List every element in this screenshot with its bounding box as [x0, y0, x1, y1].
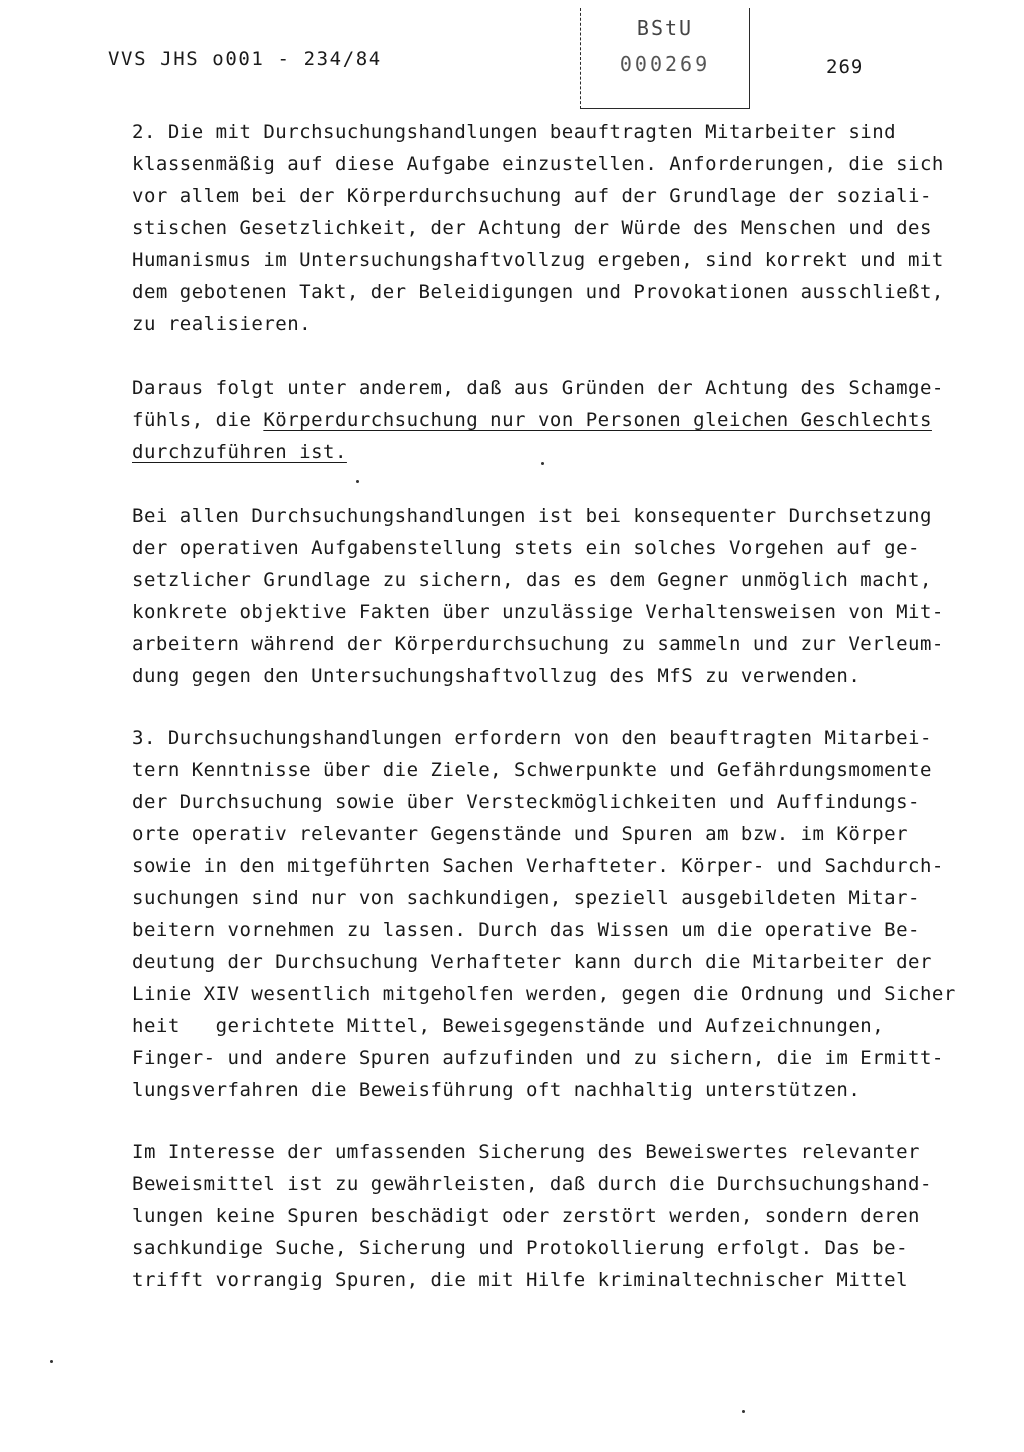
text-line: beitern vornehmen zu lassen. Durch das Wissen um die operative Be-	[132, 919, 920, 941]
text-segment: fühls, die	[132, 409, 264, 431]
text-line	[132, 408, 932, 432]
text-line: lungen keine Spuren beschädigt oder zerstört werden, sondern deren	[132, 1205, 920, 1227]
text-line: Bei allen Durchsuchungshandlungen ist bei konsequenter Durchsetzung	[132, 505, 932, 527]
text-line: trifft vorrangig Spuren, die mit Hilfe kriminaltechnischer Mittel	[132, 1269, 909, 1291]
text-line: Daraus folgt unter anderem, daß aus Gründen der Achtung des Schamge-	[132, 377, 944, 399]
text-line: arbeitern während der Körperdurchsuchung zu sammeln und zur Verleum-	[132, 633, 944, 655]
text-line: Linie XIV wesentlich mitgeholfen werden, gegen die Ordnung und Sicher	[132, 983, 956, 1005]
page-number: 269	[826, 56, 864, 78]
text-line: heit gerichtete Mittel, Beweisgegenstände und Aufzeichnungen,	[132, 1015, 885, 1037]
scan-speck	[541, 462, 544, 465]
text-line: 2. Die mit Durchsuchungshandlungen beauftragten Mitarbeiter sind	[132, 121, 897, 143]
text-line: 3. Durchsuchungshandlungen erfordern von den beauftragten Mitarbei-	[132, 727, 932, 749]
text-line: setzlicher Grundlage zu sichern, das es dem Gegner unmöglich macht,	[132, 569, 932, 591]
text-line: Finger- und andere Spuren aufzufinden und zu sichern, die im Ermitt-	[132, 1047, 944, 1069]
text-line	[132, 440, 347, 464]
scan-speck	[356, 480, 359, 483]
archive-stamp	[580, 8, 750, 109]
stamp-number: 000269	[619, 52, 711, 76]
text-line: klassenmäßig auf diese Aufgabe einzustellen. Anforderungen, die sich	[132, 153, 944, 175]
text-line: zu realisieren.	[132, 313, 312, 335]
document-reference: VVS JHS o001 - 234/84	[108, 48, 382, 70]
scan-speck	[50, 1360, 53, 1363]
text-line: der operativen Aufgabenstellung stets ein solches Vorgehen auf ge-	[132, 537, 920, 559]
stamp-agency: BStU	[636, 16, 694, 40]
text-line: dem gebotenen Takt, der Beleidigungen und Provokationen ausschließt,	[132, 281, 944, 303]
text-line: lungsverfahren die Beweisführung oft nachhaltig unterstützen.	[132, 1079, 861, 1101]
text-line: der Durchsuchung sowie über Versteckmöglichkeiten und Auffindungs-	[132, 791, 920, 813]
text-line: sowie in den mitgeführten Sachen Verhafteter. Körper- und Sachdurch-	[132, 855, 944, 877]
text-line: dung gegen den Untersuchungshaftvollzug des MfS zu verwenden.	[132, 665, 861, 687]
text-line: vor allem bei der Körperdurchsuchung auf der Grundlage der soziali-	[132, 185, 932, 207]
text-line: suchungen sind nur von sachkundigen, speziell ausgebildeten Mitar-	[132, 887, 920, 909]
text-line: tern Kenntnisse über die Ziele, Schwerpunkte und Gefährdungsmomente	[132, 759, 932, 781]
text-line: deutung der Durchsuchung Verhafteter kann durch die Mitarbeiter der	[132, 951, 932, 973]
underlined-text: durchzuführen ist.	[132, 441, 347, 463]
text-line: stischen Gesetzlichkeit, der Achtung der Würde des Menschen und des	[132, 217, 932, 239]
underlined-text: Körperdurchsuchung nur von Personen gleichen Geschlechts	[263, 409, 932, 431]
text-line: Beweismittel ist zu gewährleisten, daß durch die Durchsuchungshand-	[132, 1173, 932, 1195]
text-line: Im Interesse der umfassenden Sicherung des Beweiswertes relevanter	[132, 1141, 920, 1163]
scan-speck	[742, 1410, 745, 1413]
text-line: sachkundige Suche, Sicherung und Protokollierung erfolgt. Das be-	[132, 1237, 909, 1259]
text-line: orte operativ relevanter Gegenstände und Spuren am bzw. im Körper	[132, 823, 909, 845]
text-line: Humanismus im Untersuchungshaftvollzug ergeben, sind korrekt und mit	[132, 249, 944, 271]
text-line: konkrete objektive Fakten über unzulässige Verhaltensweisen von Mit-	[132, 601, 944, 623]
